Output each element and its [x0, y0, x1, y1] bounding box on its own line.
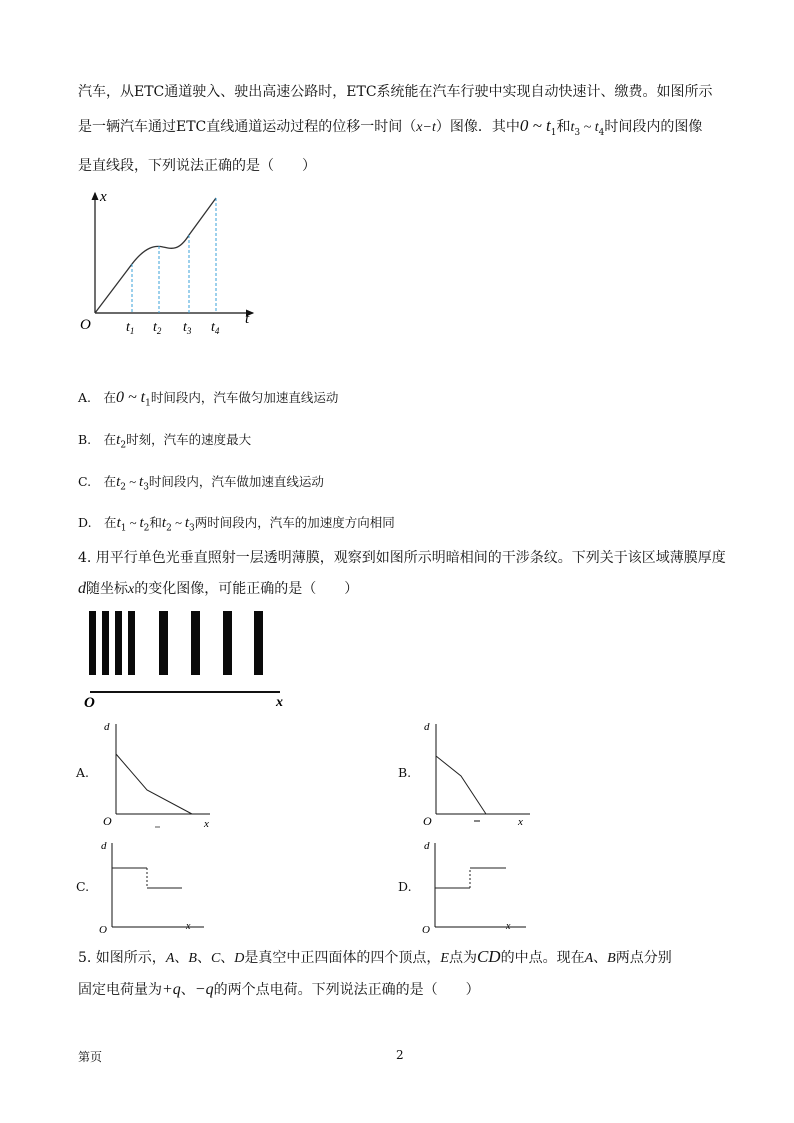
q3-graph-t2-label: $t_2$	[153, 320, 162, 336]
q5-stem-line1: 5. 如图所示，A、B、C、D是真空中正四面体的四个顶点，E点为CD的中点。现在A、B两点分别	[78, 947, 672, 966]
q3-option-c: C. 在$t_2$ ~ $t_3$时间段内，汽车做加速直线运动	[78, 474, 324, 493]
q3-option-b: B. 在$t_2$时刻，汽车的速度最大	[78, 432, 252, 451]
q4-fringe-3	[115, 611, 122, 675]
q4-fringe-7	[223, 611, 232, 675]
q4-graph-a-o: O	[103, 814, 112, 828]
q3-stem-line2: 是一辆汽车通过ETC直线通道运动过程的位移一时间（x−t）图像．其中0 ~ $t_1$和$t_3$ ~ $t_4$时间段内的图像	[78, 116, 703, 138]
q5-stem	[78, 940, 728, 1005]
q4-graph-a-x: x	[204, 818, 209, 830]
q3-graph-x-label: t	[245, 311, 250, 327]
q3-graph-origin: O	[80, 317, 91, 333]
q4-fringe-5	[159, 611, 168, 675]
q4-fringe-x-label: x	[276, 695, 283, 710]
q4-graph-c-o: O	[99, 924, 107, 936]
q4-option-b-label: B.	[398, 765, 412, 780]
q3-stem-line3: 是直线段，下列说法正确的是（ ）	[78, 157, 316, 174]
q4-option-c-label: C.	[76, 879, 90, 894]
q3-graph-t3-label: $t_3$	[183, 320, 192, 336]
page-number: 2	[396, 1048, 404, 1062]
q4-option-a-label: A.	[76, 765, 90, 780]
q4-graph-d-d: d	[424, 840, 430, 852]
q5-stem-line2: 固定电荷量为+q、−q的两个点电荷。下列说法正确的是（ ）	[78, 981, 480, 998]
q4-graph-d-o: O	[422, 924, 430, 936]
q4-graph-b	[420, 718, 540, 830]
q3-graph-t1-label: $t_1$	[126, 320, 135, 336]
q4-graph-a	[100, 718, 220, 830]
q4-graph-b-d: d	[424, 721, 430, 733]
q4-fringe-1	[89, 611, 96, 675]
q4-stem-line1: 4. 用平行单色光垂直照射一层透明薄膜，观察到如图所示明暗相间的干涉条纹。下列关于该区域薄膜厚度	[78, 550, 726, 566]
q3-xt-graph	[75, 185, 265, 345]
q4-fringe-6	[191, 611, 200, 675]
footer-left: 第页	[78, 1050, 103, 1064]
q4-graph-b-o: O	[423, 814, 432, 828]
q4-option-d-label: D.	[398, 879, 412, 894]
q4-graph-b-line	[436, 756, 486, 814]
q4-fringe-origin: O	[84, 695, 95, 711]
q3-stem-line1: 汽车，从ETC通道驶入、驶出高速公路时，ETC系统能在汽车行驶中实现自动快速计、缴费。如图所示	[78, 84, 713, 100]
q4-graph-a-d: d	[104, 721, 110, 733]
q3-graph-t4-label: $t_4$	[211, 320, 220, 336]
q4-stem	[78, 542, 728, 604]
q4-graph-c-d: d	[101, 840, 107, 852]
q4-graph-a-line	[116, 754, 192, 814]
q4-fringe-2	[102, 611, 109, 675]
q4-graph-d	[420, 837, 540, 937]
q4-graph-d-x: x	[506, 921, 511, 932]
q4-graph-c	[100, 837, 220, 937]
q4-graph-b-x: x	[518, 816, 523, 828]
q3-graph-y-label: x	[100, 189, 107, 205]
q3-option-d: D. 在$t_1$ ~ $t_2$和$t_2$ ~ $t_3$两时间段内，汽车的加速度方向相同	[78, 515, 395, 534]
q3-option-a: A. 在0 ~ $t_1$时间段内，汽车做匀加速直线运动	[78, 389, 339, 409]
q4-graph-c-x: x	[186, 921, 191, 932]
q4-fringe-8	[254, 611, 263, 675]
q4-fringe-4	[128, 611, 135, 675]
q3-graph-curve	[95, 198, 216, 313]
q3-stem	[78, 76, 728, 183]
q4-fringe-figure	[80, 605, 300, 710]
q4-stem-line2: d随坐标x的变化图像，可能正确的是（ ）	[78, 580, 359, 597]
